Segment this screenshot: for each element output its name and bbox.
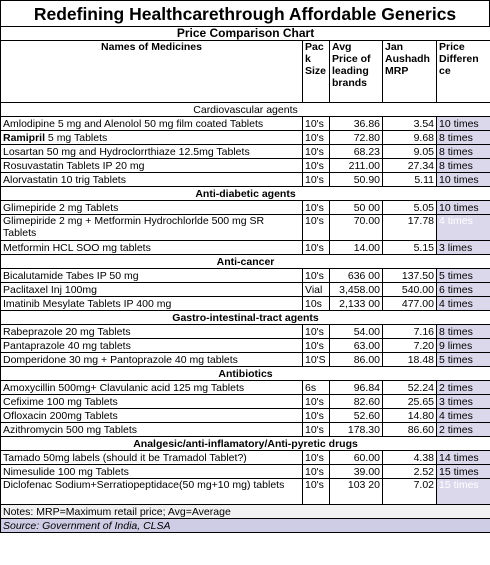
price-difference: 3 times	[437, 395, 490, 409]
medicine-name-text: Tamado 50mg labels (should it be Tramadol Tablet?)	[3, 451, 247, 464]
source-text: Source: Government of India, CLSA	[1, 519, 490, 533]
table-row	[1, 215, 490, 241]
table-row	[1, 159, 490, 173]
pack-size: 10's	[303, 159, 330, 173]
subtitle-row	[1, 27, 490, 41]
jan-aushadh-mrp: 86.60	[383, 423, 437, 437]
category-row	[1, 187, 490, 201]
header-pack-size: Pac k Size	[303, 41, 330, 103]
price-difference: 10 times	[437, 117, 490, 131]
medicine-name	[1, 173, 303, 187]
price-difference: 10 times	[437, 173, 490, 187]
medicine-name-text: Glimepiride 2 mg + Metformin Hydrochlorlde 500 mg SR Tablets	[3, 215, 265, 239]
pack-size: 10's	[303, 269, 330, 283]
category-row	[1, 367, 490, 381]
jan-aushadh-mrp: 14.80	[383, 409, 437, 423]
medicine-name	[1, 451, 303, 465]
category-title: Cardiovascular agents	[1, 103, 490, 117]
category-row	[1, 311, 490, 325]
medicine-name-text: Metformin HCL SOO mg tablets	[3, 241, 151, 254]
medicine-name	[1, 353, 303, 367]
jan-aushadh-mrp: 4.38	[383, 451, 437, 465]
medicine-name	[1, 465, 303, 479]
pack-size: 10's	[303, 465, 330, 479]
medicine-name-text: Losartan 50 mg and Hydroclorrthiaze 12.5mg Tablets	[3, 145, 250, 158]
pack-size: 10's	[303, 479, 330, 505]
avg-price: 82.60	[330, 395, 383, 409]
price-difference: 15 times	[437, 479, 490, 505]
price-comparison-table	[0, 26, 490, 533]
jan-aushadh-mrp: 7.20	[383, 339, 437, 353]
header-jan-aushadh-mrp: Jan Aushadh MRP	[383, 41, 437, 103]
jan-aushadh-mrp: 25.65	[383, 395, 437, 409]
avg-price: 2,133 00	[330, 297, 383, 311]
medicine-name-text: Cefixime 100 mg Tablets	[3, 395, 118, 408]
table-row	[1, 117, 490, 131]
pack-size: 10's	[303, 201, 330, 215]
notes-row	[1, 505, 490, 519]
price-difference: 8 times	[437, 325, 490, 339]
pack-size: 10's	[303, 215, 330, 241]
pack-size: 10s	[303, 297, 330, 311]
table-row	[1, 173, 490, 187]
pack-size: 10's	[303, 395, 330, 409]
price-difference: 3 limes	[437, 241, 490, 255]
medicine-name-text: Alorvastatin 10 trig Tablets	[3, 173, 126, 186]
medicine-name	[1, 423, 303, 437]
medicine-name-text: Amlodipine 5 mg and Alenolol 50 mg film coated Tablets	[3, 117, 264, 130]
jan-aushadh-mrp: 5.05	[383, 201, 437, 215]
table-row	[1, 409, 490, 423]
price-difference: 8 times	[437, 159, 490, 173]
pack-size: 10's	[303, 131, 330, 145]
price-difference: 2 times	[437, 423, 490, 437]
jan-aushadh-mrp: 17.78	[383, 215, 437, 241]
table-row	[1, 479, 490, 505]
table-row	[1, 145, 490, 159]
price-difference: 6 times	[437, 283, 490, 297]
category-title: Antibiotics	[1, 367, 490, 381]
medicine-name	[1, 269, 303, 283]
table-row	[1, 353, 490, 367]
table-row	[1, 423, 490, 437]
medicine-name-text: Glimepiride 2 mg Tablets	[3, 201, 119, 214]
avg-price: 72.80	[330, 131, 383, 145]
avg-price: 50 00	[330, 201, 383, 215]
category-row	[1, 437, 490, 451]
price-difference: 5 times	[437, 353, 490, 367]
table-row	[1, 201, 490, 215]
price-difference: 4 times	[437, 409, 490, 423]
table-subtitle: Price Comparison Chart	[1, 27, 490, 41]
header-price-difference: Price Differen ce	[437, 41, 490, 103]
price-difference: 14 times	[437, 451, 490, 465]
header-avg-price: Avg Price of leading brands	[330, 41, 383, 103]
price-difference: 8 times	[437, 131, 490, 145]
medicine-name-bold: Ramipril	[3, 131, 46, 144]
medicine-name	[1, 131, 303, 145]
medicine-name-text: Nimesulide 100 mg Tablets	[3, 465, 129, 478]
jan-aushadh-mrp: 5.15	[383, 241, 437, 255]
price-difference: 4 times	[437, 297, 490, 311]
medicine-name	[1, 409, 303, 423]
table-row	[1, 325, 490, 339]
medicine-name	[1, 215, 303, 241]
jan-aushadh-mrp: 9.05	[383, 145, 437, 159]
avg-price: 103 20	[330, 479, 383, 505]
table-row	[1, 297, 490, 311]
medicine-name	[1, 479, 303, 505]
header-row	[1, 41, 490, 103]
category-title: Gastro-intestinal-tract agents	[1, 311, 490, 325]
jan-aushadh-mrp: 2.52	[383, 465, 437, 479]
medicine-name	[1, 159, 303, 173]
jan-aushadh-mrp: 18.48	[383, 353, 437, 367]
source-row	[1, 519, 490, 533]
table-row	[1, 451, 490, 465]
medicine-name	[1, 283, 303, 297]
header-medicine-name: Names of Medicines	[1, 41, 303, 103]
price-difference: 10 times	[437, 201, 490, 215]
pack-size: 10's	[303, 241, 330, 255]
price-difference: 9 limes	[437, 339, 490, 353]
avg-price: 70.00	[330, 215, 383, 241]
price-difference: 8 times	[437, 145, 490, 159]
notes-text: Notes: MRP=Maximum retail price; Avg=Average	[1, 505, 490, 519]
avg-price: 636 00	[330, 269, 383, 283]
avg-price: 52.60	[330, 409, 383, 423]
table-row	[1, 269, 490, 283]
category-row	[1, 103, 490, 117]
medicine-name	[1, 117, 303, 131]
pack-size: 10's	[303, 325, 330, 339]
jan-aushadh-mrp: 7.02	[383, 479, 437, 505]
jan-aushadh-mrp: 52.24	[383, 381, 437, 395]
medicine-name-text: Domperidone 30 mg + Pantoprazole 40 mg tablets	[3, 353, 238, 366]
jan-aushadh-mrp: 5.11	[383, 173, 437, 187]
medicine-name-text: Ofloxacin 200mg Tablets	[3, 409, 118, 422]
pack-size: 10'S	[303, 353, 330, 367]
avg-price: 86.00	[330, 353, 383, 367]
medicine-name	[1, 145, 303, 159]
jan-aushadh-mrp: 7.16	[383, 325, 437, 339]
table-row	[1, 395, 490, 409]
pack-size: Vial	[303, 283, 330, 297]
avg-price: 54.00	[330, 325, 383, 339]
medicine-name-text: Rosuvastatin Tablets IP 20 mg	[3, 159, 145, 172]
price-difference: 4 times	[437, 215, 490, 241]
price-difference: 5 times	[437, 269, 490, 283]
table-row	[1, 241, 490, 255]
pack-size: 10's	[303, 339, 330, 353]
table-row	[1, 465, 490, 479]
medicine-name	[1, 241, 303, 255]
avg-price: 36.86	[330, 117, 383, 131]
medicine-name-text: Amoxycillin 500mg+ Clavulanic acid 125 mg Tablets	[3, 381, 245, 394]
avg-price: 96.84	[330, 381, 383, 395]
medicine-name	[1, 201, 303, 215]
medicine-name	[1, 297, 303, 311]
price-difference: 2 times	[437, 381, 490, 395]
medicine-name-text: Paclitaxel Inj 100mg	[3, 283, 97, 296]
jan-aushadh-mrp: 3.54	[383, 117, 437, 131]
jan-aushadh-mrp: 540.00	[383, 283, 437, 297]
category-row	[1, 255, 490, 269]
table-row	[1, 131, 490, 145]
price-difference: 15 times	[437, 465, 490, 479]
avg-price: 50.90	[330, 173, 383, 187]
avg-price: 14.00	[330, 241, 383, 255]
medicine-name	[1, 381, 303, 395]
pack-size: 10's	[303, 117, 330, 131]
medicine-name-text: Pantaprazole 40 mg tablets	[3, 339, 131, 352]
jan-aushadh-mrp: 477.00	[383, 297, 437, 311]
medicine-name-text: 5 mg Tablets	[45, 131, 108, 144]
category-title: Anti-cancer	[1, 255, 490, 269]
medicine-name-text: Azithromycin 500 mg Tablets	[3, 423, 138, 436]
pack-size: 10's	[303, 409, 330, 423]
avg-price: 68.23	[330, 145, 383, 159]
category-title: Anti-diabetic agents	[1, 187, 490, 201]
page-title: Redefining Healthcarethrough Affordable Generics	[0, 0, 490, 26]
avg-price: 178.30	[330, 423, 383, 437]
avg-price: 63.00	[330, 339, 383, 353]
medicine-name-text: Imatinib Mesylate Tablets IP 400 mg	[3, 297, 172, 310]
pack-size: 10's	[303, 423, 330, 437]
medicine-name-text: Rabeprazole 20 mg Tablets	[3, 325, 131, 338]
avg-price: 60.00	[330, 451, 383, 465]
jan-aushadh-mrp: 27.34	[383, 159, 437, 173]
category-title: Analgesic/anti-inflamatory/Anti-pyretic drugs	[1, 437, 490, 451]
pack-size: 10's	[303, 145, 330, 159]
medicine-name	[1, 339, 303, 353]
pack-size: 6s	[303, 381, 330, 395]
avg-price: 3,458.00	[330, 283, 383, 297]
jan-aushadh-mrp: 9.68	[383, 131, 437, 145]
pack-size: 10's	[303, 451, 330, 465]
medicine-name	[1, 325, 303, 339]
table-row	[1, 283, 490, 297]
jan-aushadh-mrp: 137.50	[383, 269, 437, 283]
medicine-name	[1, 395, 303, 409]
avg-price: 39.00	[330, 465, 383, 479]
avg-price: 211.00	[330, 159, 383, 173]
table-row	[1, 381, 490, 395]
pack-size: 10's	[303, 173, 330, 187]
table-row	[1, 339, 490, 353]
medicine-name-text: Diclofenac Sodium+Serratiopeptidace(50 mg+10 mg) tablets	[3, 479, 285, 491]
medicine-name-text: Bicalutamide Tabes IP 50 mg	[3, 269, 139, 282]
